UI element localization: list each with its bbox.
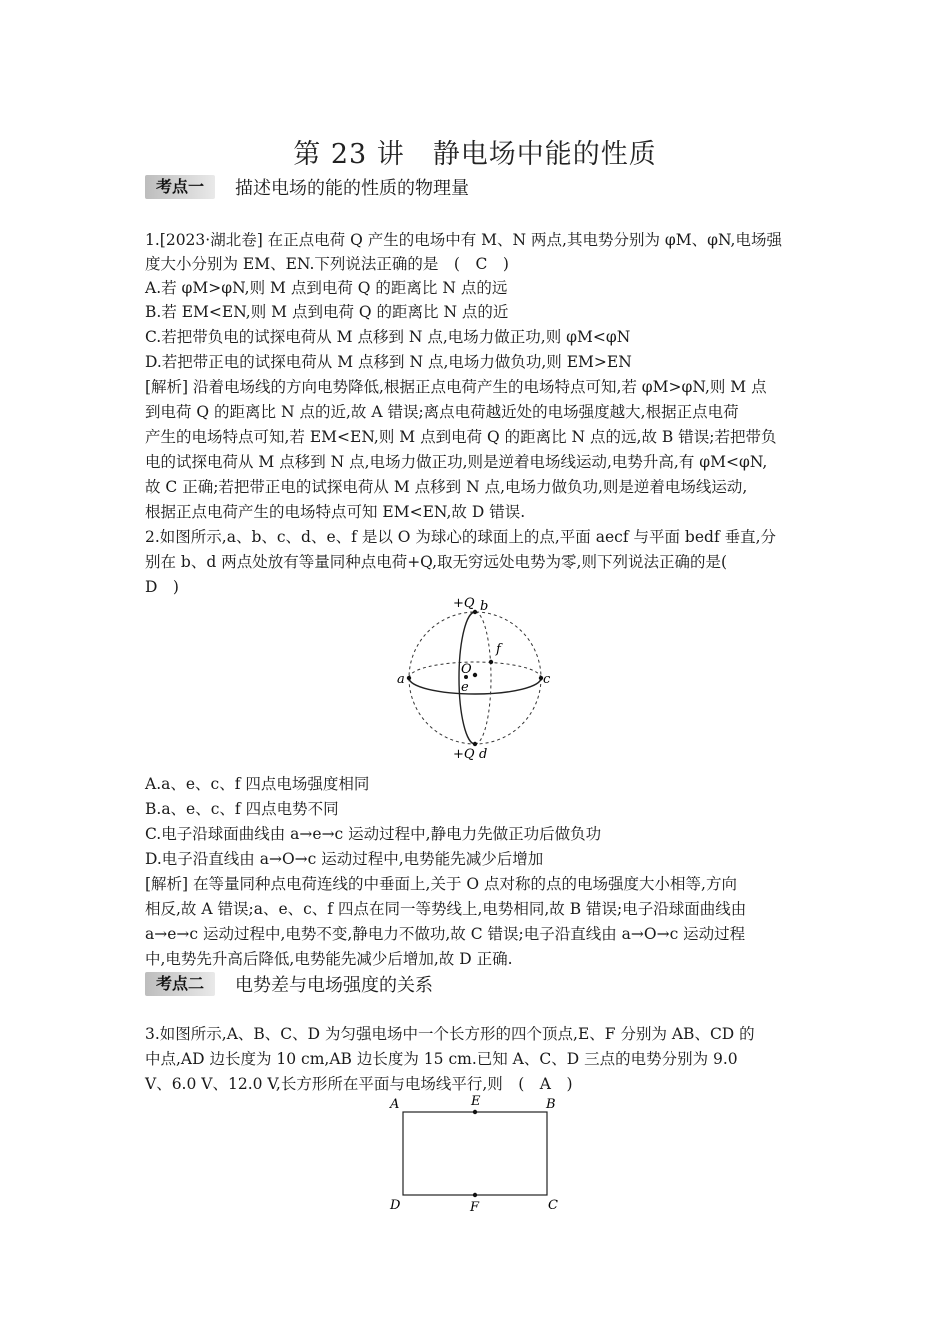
section-header-1: [145, 174, 469, 200]
q3-stem-line1: 3.如图所示,A、B、C、D 为匀强电场中一个长方形的四个顶点,E、F 分别为 AB、CD 的: [145, 1025, 755, 1043]
q2-option-b: B.a、e、c、f 四点电势不同: [145, 800, 339, 818]
q1-explanation-line6: 根据正点电荷产生的电场特点可知 EM<EN,故 D 错误.: [145, 503, 526, 521]
q1-option-b: B.若 EM<EN,则 M 点到电荷 Q 的距离比 N 点的近: [145, 303, 509, 321]
q3-stem-line2: 中点,AD 边长度为 10 cm,AB 边长度为 15 cm.已知 A、C、D 三点的电势分别为 9.0: [145, 1050, 738, 1068]
label-E: E: [471, 1094, 481, 1109]
q1-option-d: D.若把带正电的试探电荷从 M 点移到 N 点,电场力做负功,则 EM>EN: [145, 353, 632, 371]
q1-stem-line1: 1.[2023·湖北卷] 在正点电荷 Q 产生的电场中有 M、N 两点,其电势分别为 φM、φN,电场强: [145, 231, 782, 249]
meridian-back: [475, 612, 491, 744]
label-o: O: [461, 662, 472, 677]
point-o: [473, 673, 477, 677]
section-title: 电势差与电场强度的关系: [235, 975, 433, 996]
label-D: D: [390, 1198, 401, 1213]
q2-explanation-line1: [解析] 在等量同种点电荷连线的中垂面上,关于 O 点对称的点的电场强度大小相等,方向: [145, 875, 737, 893]
sphere-outline: [409, 612, 541, 744]
q1-explanation-line5: 故 C 正确;若把带正电的试探电荷从 M 点移到 N 点,电场力做负功,则是逆着电场线运动,: [145, 478, 748, 496]
q2-option-d: D.电子沿直线由 a→O→c 运动过程中,电势能先减少后增加: [145, 850, 544, 868]
equator-front: [409, 678, 541, 694]
q2-stem-line1: 2.如图所示,a、b、c、d、e、f 是以 O 为球心的球面上的点,平面 aecf 与平面 bedf 垂直,分: [145, 528, 777, 546]
page-title: 第 23 讲 静电场中能的性质: [293, 139, 657, 170]
section-badge: 考点一: [145, 175, 215, 199]
q1-explanation-line2: 到电荷 Q 的距离比 N 点的近,故 A 错误;离点电荷越近处的电场强度越大,根据正点电荷: [145, 403, 739, 421]
label-c: c: [543, 672, 551, 687]
section-title: 描述电场的能的性质的物理量: [235, 178, 469, 199]
section-header-2: [145, 971, 433, 997]
sphere-diagram: [395, 595, 555, 765]
point-a: [407, 676, 411, 680]
q2-stem-line2: 别在 b、d 两点处放有等量同种点电荷+Q,取无穷远处电势为零,则下列说法正确的是(: [145, 553, 728, 571]
label-e: e: [461, 680, 469, 695]
q1-option-c: C.若把带负电的试探电荷从 M 点移到 N 点,电场力做正功,则 φM<φN: [145, 328, 631, 346]
q1-explanation-line1: [解析] 沿着电场线的方向电势降低,根据正点电荷产生的电场特点可知,若 φM>φN,则 M 点: [145, 378, 767, 396]
q1-explanation-line3: 产生的电场特点可知,若 EM<EN,则 M 点到电荷 Q 的距离比 N 点的远,故 B 错误;若把带负: [145, 428, 777, 446]
point-f: [489, 660, 493, 664]
q2-explanation-line4: 中,电势先升高后降低,电势能先减少后增加,故 D 正确.: [145, 950, 513, 968]
point-E: [473, 1110, 477, 1114]
q1-option-a: A.若 φM>φN,则 M 点到电荷 Q 的距离比 N 点的远: [145, 279, 508, 297]
q2-option-a: A.a、e、c、f 四点电场强度相同: [145, 775, 370, 793]
label-a: a: [397, 672, 405, 687]
label-bottom-charge: +Q: [453, 747, 475, 762]
label-b: b: [480, 599, 489, 614]
label-d: d: [479, 747, 488, 762]
q2-explanation-line3: a→e→c 运动过程中,电势不变,静电力不做功,故 C 错误;电子沿直线由 a→O→c 运动过程: [145, 925, 746, 943]
q2-explanation-line2: 相反,故 A 错误;a、e、c、f 四点在同一等势线上,电势相同,故 B 错误;电子沿球面曲线由: [145, 900, 747, 918]
q1-stem-line2: 度大小分别为 EM、EN.下列说法正确的是 ( C ): [145, 255, 509, 273]
rectangle-diagram: [385, 1093, 565, 1218]
q1-explanation-line4: 电的试探电荷从 M 点移到 N 点,电场力做正功,则是逆着电场线运动,电势升高,有 φM<φN,: [145, 453, 768, 471]
q2-option-c: C.电子沿球面曲线由 a→e→c 运动过程中,静电力先做正功后做负功: [145, 825, 602, 843]
point-d: [473, 742, 477, 746]
section-badge: 考点二: [145, 972, 215, 996]
label-B: B: [546, 1097, 556, 1112]
point-F: [473, 1193, 477, 1197]
label-top-charge: +Q: [453, 596, 475, 611]
q2-stem-line3: D ): [145, 578, 179, 596]
label-C: C: [548, 1198, 558, 1213]
label-F: F: [470, 1200, 480, 1215]
q3-stem-line3: V、6.0 V、12.0 V,长方形所在平面与电场线平行,则 ( A ): [145, 1075, 573, 1093]
label-A: A: [390, 1097, 400, 1112]
rectangle-abcd: [403, 1112, 547, 1195]
label-f: f: [496, 642, 501, 657]
